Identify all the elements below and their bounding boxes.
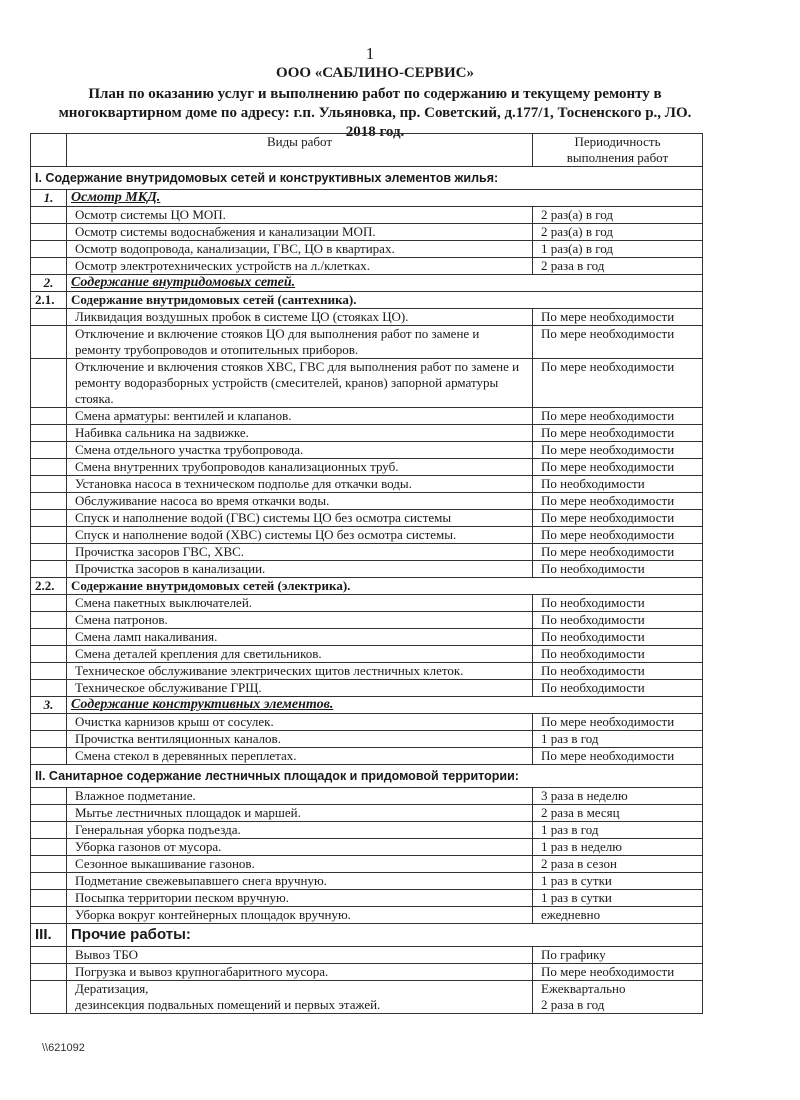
section-title: Прочие работы:: [71, 926, 191, 943]
document-code: \\621092: [42, 1042, 85, 1054]
row-number-cell: [31, 459, 67, 476]
table-row: [31, 788, 703, 805]
table-row: [31, 714, 703, 731]
row-number-cell: [31, 612, 67, 629]
work-frequency: По необходимости: [533, 612, 703, 629]
row-number-cell: [31, 856, 67, 873]
work-frequency: 2 раза в год: [533, 258, 703, 275]
table-row: [31, 408, 703, 425]
document-header: [30, 64, 720, 142]
group-title: Содержание конструктивных элементов.: [67, 697, 703, 714]
work-description: Осмотр системы водоснабжения и канализации МОП.: [67, 224, 533, 241]
row-number-cell: [31, 907, 67, 924]
work-description: Очистка карнизов крыш от сосулек.: [67, 714, 533, 731]
work-frequency: По мере необходимости: [533, 493, 703, 510]
plan-title-line-3: 2018 год.: [345, 124, 405, 140]
work-description: Вывоз ТБО: [67, 947, 533, 964]
section-title: I. Содержание внутридомовых сетей и конструктивных элементов жилья:: [31, 167, 703, 190]
row-number-cell: [31, 663, 67, 680]
work-description: Осмотр электротехнических устройств на л./клетках.: [67, 258, 533, 275]
work-description: Смена внутренних трубопроводов канализационных труб.: [67, 459, 533, 476]
work-frequency: По мере необходимости: [533, 527, 703, 544]
work-description: Смена патронов.: [67, 612, 533, 629]
section-title: II. Санитарное содержание лестничных площадок и придомовой территории:: [31, 765, 703, 788]
table-row: [31, 731, 703, 748]
table-row: [31, 612, 703, 629]
work-frequency: По мере необходимости: [533, 714, 703, 731]
work-frequency: По мере необходимости: [533, 964, 703, 981]
table-row: [31, 595, 703, 612]
work-description: Установка насоса в техническом подполье для откачки воды.: [67, 476, 533, 493]
header-frequency-line-2: выполнения работ: [566, 150, 669, 165]
table-row: [31, 561, 703, 578]
section-number-cell: [31, 924, 67, 947]
header-frequency-line-1: Периодичность: [574, 134, 661, 149]
work-description: Обслуживание насоса во время откачки воды.: [67, 493, 533, 510]
table-row: [31, 964, 703, 981]
work-frequency: 1 раз в неделю: [533, 839, 703, 856]
row-number-cell: [31, 544, 67, 561]
group-row: [31, 697, 703, 714]
work-description: Уборка газонов от мусора.: [67, 839, 533, 856]
row-number-cell: [31, 493, 67, 510]
row-number-cell: [31, 788, 67, 805]
work-frequency: По мере необходимости: [533, 510, 703, 527]
table-row: [31, 544, 703, 561]
row-number-cell: [31, 442, 67, 459]
group-row: [31, 292, 703, 309]
work-frequency: По необходимости: [533, 646, 703, 663]
row-number-cell: [31, 964, 67, 981]
group-number: 3.: [31, 697, 67, 714]
work-description: Набивка сальника на задвижке.: [67, 425, 533, 442]
work-description: Прочистка вентиляционных каналов.: [67, 731, 533, 748]
page-number: 1: [365, 44, 375, 63]
work-description: Смена ламп накаливания.: [67, 629, 533, 646]
table-row: [31, 907, 703, 924]
row-number-cell: [31, 805, 67, 822]
table-row: [31, 442, 703, 459]
work-frequency: По мере необходимости: [533, 442, 703, 459]
work-description: Отключение и включения стояков ХВС, ГВС для выполнения работ по замене и ремонту водоразборных устройств (смесителей, кранов) запорной арматуры стояка.: [67, 359, 533, 408]
row-number-cell: [31, 731, 67, 748]
section-row-3: [31, 924, 703, 947]
table-row: [31, 629, 703, 646]
table-header-row: [31, 134, 703, 167]
work-description: Уборка вокруг контейнерных площадок вручную.: [67, 907, 533, 924]
work-frequency: 2 раз(а) в год: [533, 224, 703, 241]
work-description: Техническое обслуживание электрических щитов лестничных клеток.: [67, 663, 533, 680]
work-description: Влажное подметание.: [67, 788, 533, 805]
plan-title-line-2: многоквартирном доме по адресу: г.п. Ульяновка, пр. Советский, д.177/1, Тосненского р., ЛО.: [58, 105, 692, 121]
work-frequency-line: 2 раза в год: [541, 997, 605, 1012]
work-description: Подметание свежевыпавшего снега вручную.: [67, 873, 533, 890]
table-row: [31, 309, 703, 326]
group-row: [31, 190, 703, 207]
work-description-line: Дератизация,: [75, 981, 149, 996]
work-description: Осмотр водопровода, канализации, ГВС, ЦО в квартирах.: [67, 241, 533, 258]
work-frequency: 2 раз(а) в год: [533, 207, 703, 224]
row-number-cell: [31, 890, 67, 907]
work-frequency: 1 раз в год: [533, 731, 703, 748]
group-number: 2.1.: [31, 292, 67, 309]
work-description: Отключение и включение стояков ЦО для выполнения работ по замене и ремонту трубопроводов и отопительных приборов.: [67, 326, 533, 359]
row-number-cell: [31, 947, 67, 964]
row-number-cell: [31, 258, 67, 275]
work-frequency: По графику: [533, 947, 703, 964]
work-description: Прочистка засоров в канализации.: [67, 561, 533, 578]
work-description: Спуск и наполнение водой (ГВС) системы ЦО без осмотра системы: [67, 510, 533, 527]
header-work-type: Виды работ: [67, 134, 533, 167]
work-description: Техническое обслуживание ГРЩ.: [67, 680, 533, 697]
table-row: [31, 822, 703, 839]
table-row: [31, 258, 703, 275]
work-description: Мытье лестничных площадок и маршей.: [67, 805, 533, 822]
work-frequency: По необходимости: [533, 561, 703, 578]
table-row: [31, 646, 703, 663]
row-number-cell: [31, 839, 67, 856]
group-number: 1.: [31, 190, 67, 207]
work-frequency: По необходимости: [533, 680, 703, 697]
work-frequency-line: Ежеквартально: [541, 981, 626, 996]
work-frequency: 2 раза в сезон: [533, 856, 703, 873]
work-frequency: По мере необходимости: [533, 425, 703, 442]
row-number-cell: [31, 595, 67, 612]
row-number-cell: [31, 646, 67, 663]
work-frequency: 1 раз в сутки: [533, 873, 703, 890]
organization-name: ООО «САБЛИНО-СЕРВИС»: [276, 65, 474, 81]
table-row: [31, 981, 703, 1014]
work-frequency: По необходимости: [533, 629, 703, 646]
table-row: [31, 459, 703, 476]
row-number-cell: [31, 510, 67, 527]
work-description-line: дезинсекция подвальных помещений и первых этажей.: [75, 997, 381, 1012]
row-number-cell: [31, 748, 67, 765]
table-row: [31, 873, 703, 890]
work-description: Прочистка засоров ГВС, ХВС.: [67, 544, 533, 561]
group-title: Содержание внутридомовых сетей (электрика).: [67, 578, 703, 595]
table-row: [31, 207, 703, 224]
work-frequency: По мере необходимости: [533, 309, 703, 326]
work-frequency: По мере необходимости: [533, 408, 703, 425]
table-row: [31, 241, 703, 258]
table-row: [31, 947, 703, 964]
table-row: [31, 510, 703, 527]
work-description: Смена деталей крепления для светильников.: [67, 646, 533, 663]
table-row: [31, 359, 703, 408]
table-row: [31, 527, 703, 544]
row-number-cell: [31, 207, 67, 224]
table-row: [31, 224, 703, 241]
work-frequency: [533, 981, 703, 1014]
row-number-cell: [31, 714, 67, 731]
table-row: [31, 663, 703, 680]
table-row: [31, 839, 703, 856]
table-row: [31, 805, 703, 822]
table-row: [31, 425, 703, 442]
table-row: [31, 856, 703, 873]
group-title: Содержание внутридомовых сетей (сантехника).: [67, 292, 703, 309]
work-description: Смена пакетных выключателей.: [67, 595, 533, 612]
work-frequency: По мере необходимости: [533, 326, 703, 359]
group-title: Осмотр МКД.: [67, 190, 703, 207]
group-row: [31, 578, 703, 595]
work-frequency: 3 раза в неделю: [533, 788, 703, 805]
work-description: Ликвидация воздушных пробок в системе ЦО (стояках ЦО).: [67, 309, 533, 326]
table-row: [31, 326, 703, 359]
section-row-2: [31, 765, 703, 788]
work-frequency: ежедневно: [533, 907, 703, 924]
row-number-cell: [31, 561, 67, 578]
section-row-1: [31, 167, 703, 190]
work-description: [67, 981, 533, 1014]
row-number-cell: [31, 527, 67, 544]
table-row: [31, 476, 703, 493]
group-number: 2.: [31, 275, 67, 292]
row-number-cell: [31, 680, 67, 697]
row-number-cell: [31, 822, 67, 839]
work-description: Погрузка и вывоз крупногабаритного мусора.: [67, 964, 533, 981]
group-row: [31, 275, 703, 292]
section-number: III.: [35, 926, 52, 943]
work-description: Спуск и наполнение водой (ХВС) системы ЦО без осмотра системы.: [67, 527, 533, 544]
work-plan-table: [30, 133, 703, 1014]
work-description: Осмотр системы ЦО МОП.: [67, 207, 533, 224]
work-frequency: По необходимости: [533, 476, 703, 493]
group-title: Содержание внутридомовых сетей.: [67, 275, 703, 292]
work-description: Сезонное выкашивание газонов.: [67, 856, 533, 873]
row-number-cell: [31, 425, 67, 442]
work-frequency: По мере необходимости: [533, 748, 703, 765]
work-frequency: По необходимости: [533, 663, 703, 680]
work-description: Смена отдельного участка трубопровода.: [67, 442, 533, 459]
table-row: [31, 890, 703, 907]
header-num-cell: [31, 134, 67, 167]
row-number-cell: [31, 359, 67, 408]
row-number-cell: [31, 981, 67, 1014]
row-number-cell: [31, 241, 67, 258]
row-number-cell: [31, 476, 67, 493]
row-number-cell: [31, 629, 67, 646]
row-number-cell: [31, 408, 67, 425]
work-frequency: По мере необходимости: [533, 359, 703, 408]
work-frequency: 1 раз в сутки: [533, 890, 703, 907]
work-frequency: По необходимости: [533, 595, 703, 612]
work-frequency: 1 раз(а) в год: [533, 241, 703, 258]
work-description: Генеральная уборка подъезда.: [67, 822, 533, 839]
row-number-cell: [31, 873, 67, 890]
work-frequency: По мере необходимости: [533, 544, 703, 561]
table-row: [31, 748, 703, 765]
work-frequency: 2 раза в месяц: [533, 805, 703, 822]
work-frequency: 1 раз в год: [533, 822, 703, 839]
row-number-cell: [31, 309, 67, 326]
plan-title-line-1: План по оказанию услуг и выполнению работ по содержанию и текущему ремонту в: [88, 86, 662, 102]
group-number: 2.2.: [31, 578, 67, 595]
row-number-cell: [31, 224, 67, 241]
row-number-cell: [31, 326, 67, 359]
work-description: Смена стекол в деревянных переплетах.: [67, 748, 533, 765]
work-description: Смена арматуры: вентилей и клапанов.: [67, 408, 533, 425]
work-description: Посыпка территории песком вручную.: [67, 890, 533, 907]
header-frequency: [533, 134, 703, 167]
table-row: [31, 493, 703, 510]
table-row: [31, 680, 703, 697]
work-frequency: По мере необходимости: [533, 459, 703, 476]
